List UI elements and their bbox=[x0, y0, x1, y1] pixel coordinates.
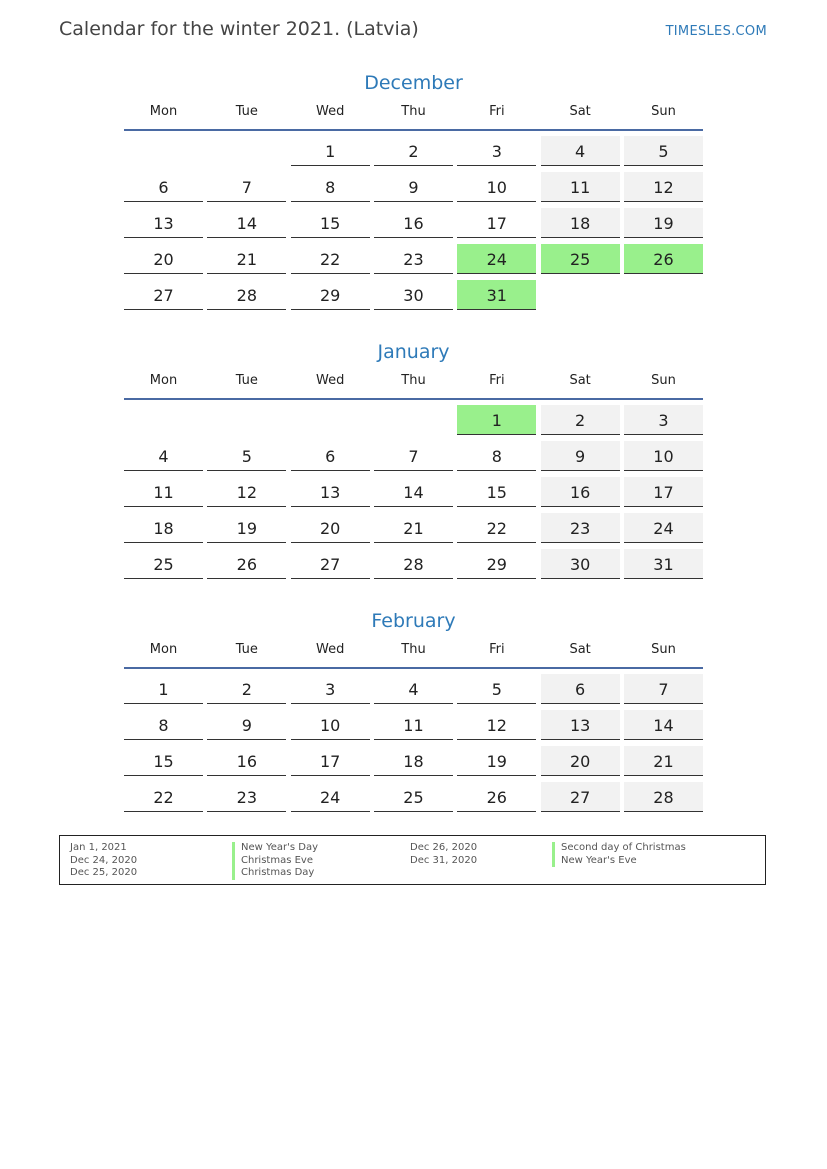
day-cell[interactable]: 8 bbox=[457, 441, 536, 471]
day-cell[interactable]: 3 bbox=[291, 674, 370, 704]
day-cell[interactable]: 22 bbox=[457, 513, 536, 543]
weekend-day-cell[interactable]: 7 bbox=[624, 674, 703, 704]
day-cell[interactable]: 25 bbox=[124, 549, 203, 579]
legend-date: Jan 1, 2021 bbox=[70, 842, 127, 853]
weekend-day-cell[interactable]: 6 bbox=[541, 674, 620, 704]
weekday-header bbox=[124, 635, 703, 669]
weekday-label: Thu bbox=[401, 104, 426, 119]
day-cell[interactable]: 26 bbox=[457, 782, 536, 812]
day-cell[interactable]: 12 bbox=[207, 477, 286, 507]
day-cell[interactable]: 14 bbox=[207, 208, 286, 238]
weekday-label: Thu bbox=[401, 642, 426, 657]
day-cell[interactable]: 28 bbox=[207, 280, 286, 310]
weekday-label: Wed bbox=[315, 642, 345, 657]
weekend-day-cell[interactable]: 17 bbox=[624, 477, 703, 507]
day-cell[interactable]: 23 bbox=[207, 782, 286, 812]
weekday-label: Mon bbox=[149, 642, 178, 657]
weekday-label: Fri bbox=[489, 642, 505, 657]
weekday-label: Sun bbox=[651, 373, 676, 388]
day-cell[interactable]: 15 bbox=[457, 477, 536, 507]
month-title: February bbox=[371, 610, 456, 632]
legend-right-dates bbox=[410, 842, 477, 867]
weekend-day-cell[interactable]: 30 bbox=[541, 549, 620, 579]
empty-day-cell bbox=[207, 136, 286, 166]
legend-date: Dec 31, 2020 bbox=[410, 854, 478, 866]
weekend-day-cell[interactable]: 31 bbox=[624, 549, 703, 579]
holiday-legend bbox=[59, 835, 766, 885]
weekend-day-cell[interactable]: 9 bbox=[541, 441, 620, 471]
empty-day-cell bbox=[124, 136, 203, 166]
legend-holiday-name: New Year's Day bbox=[232, 842, 318, 855]
month-december bbox=[124, 69, 703, 310]
legend-date: Dec 25, 2020 bbox=[70, 867, 138, 878]
day-cell[interactable]: 12 bbox=[457, 710, 536, 740]
weekday-label: Wed bbox=[315, 373, 345, 388]
day-cell[interactable]: 30 bbox=[374, 280, 453, 310]
day-cell[interactable]: 10 bbox=[457, 172, 536, 202]
weekday-label: Tue bbox=[235, 642, 258, 657]
weekend-day-cell[interactable]: 21 bbox=[624, 746, 703, 776]
day-cell[interactable]: 23 bbox=[374, 244, 453, 274]
day-cell[interactable]: 20 bbox=[124, 244, 203, 274]
weekday-label: Mon bbox=[149, 373, 178, 388]
day-cell[interactable]: 18 bbox=[124, 513, 203, 543]
day-cell[interactable]: 4 bbox=[374, 674, 453, 704]
legend-left-dates bbox=[70, 842, 137, 880]
day-grid bbox=[124, 136, 703, 310]
weekend-day-cell[interactable]: 18 bbox=[541, 208, 620, 238]
weekend-day-cell[interactable]: 4 bbox=[541, 136, 620, 166]
empty-day-cell bbox=[291, 405, 370, 435]
day-cell[interactable]: 18 bbox=[374, 746, 453, 776]
weekday-label: Sun bbox=[651, 104, 676, 119]
weekend-day-cell[interactable]: 14 bbox=[624, 710, 703, 740]
day-cell[interactable]: 16 bbox=[207, 746, 286, 776]
day-cell[interactable]: 5 bbox=[457, 674, 536, 704]
month-january bbox=[124, 338, 703, 579]
weekday-label: Wed bbox=[315, 104, 345, 119]
holiday-day-cell[interactable]: 25 bbox=[541, 244, 620, 274]
day-cell[interactable]: 13 bbox=[291, 477, 370, 507]
weekend-day-cell[interactable]: 16 bbox=[541, 477, 620, 507]
legend-holiday-name: Second day of Christmas bbox=[552, 842, 686, 855]
day-cell[interactable]: 21 bbox=[207, 244, 286, 274]
weekday-label: Sat bbox=[569, 642, 591, 657]
day-cell[interactable]: 26 bbox=[207, 549, 286, 579]
day-cell[interactable]: 22 bbox=[291, 244, 370, 274]
weekday-label: Fri bbox=[489, 104, 505, 119]
weekday-label: Sat bbox=[569, 104, 591, 119]
weekday-label: Fri bbox=[489, 373, 505, 388]
month-title: January bbox=[377, 341, 450, 363]
weekday-label: Sat bbox=[569, 373, 591, 388]
day-grid bbox=[124, 674, 703, 812]
day-cell[interactable]: 7 bbox=[207, 172, 286, 202]
day-cell[interactable]: 21 bbox=[374, 513, 453, 543]
day-cell[interactable]: 17 bbox=[457, 208, 536, 238]
day-cell[interactable]: 29 bbox=[291, 280, 370, 310]
weekday-label: Tue bbox=[235, 104, 258, 119]
empty-day-cell bbox=[124, 405, 203, 435]
month-february bbox=[124, 607, 703, 812]
weekend-day-cell[interactable]: 19 bbox=[624, 208, 703, 238]
holiday-day-cell[interactable]: 24 bbox=[457, 244, 536, 274]
weekday-label: Sun bbox=[651, 642, 676, 657]
day-cell[interactable]: 24 bbox=[291, 782, 370, 812]
day-cell[interactable]: 2 bbox=[207, 674, 286, 704]
weekend-day-cell[interactable]: 2 bbox=[541, 405, 620, 435]
day-cell[interactable]: 2 bbox=[374, 136, 453, 166]
holiday-day-cell[interactable]: 26 bbox=[624, 244, 703, 274]
weekend-day-cell[interactable]: 27 bbox=[541, 782, 620, 812]
day-cell[interactable]: 5 bbox=[207, 441, 286, 471]
day-cell[interactable]: 10 bbox=[291, 710, 370, 740]
legend-left-names bbox=[232, 842, 318, 880]
day-cell[interactable]: 14 bbox=[374, 477, 453, 507]
weekday-label: Mon bbox=[149, 104, 178, 119]
page-title: Calendar for the winter 2021. (Latvia) bbox=[59, 18, 419, 40]
day-cell[interactable]: 6 bbox=[124, 172, 203, 202]
day-cell[interactable]: 15 bbox=[291, 208, 370, 238]
month-title: December bbox=[364, 72, 463, 94]
weekday-header bbox=[124, 366, 703, 400]
weekend-day-cell[interactable]: 5 bbox=[624, 136, 703, 166]
day-cell[interactable]: 29 bbox=[457, 549, 536, 579]
day-cell[interactable]: 11 bbox=[374, 710, 453, 740]
legend-holiday-name: Christmas Eve bbox=[232, 855, 318, 868]
day-cell[interactable]: 9 bbox=[207, 710, 286, 740]
day-cell[interactable]: 1 bbox=[291, 136, 370, 166]
legend-date: Dec 26, 2020 bbox=[410, 842, 478, 853]
day-cell[interactable]: 22 bbox=[124, 782, 203, 812]
day-cell[interactable]: 16 bbox=[374, 208, 453, 238]
legend-holiday-name: New Year's Eve bbox=[552, 855, 686, 868]
day-cell[interactable]: 25 bbox=[374, 782, 453, 812]
day-cell[interactable]: 17 bbox=[291, 746, 370, 776]
holiday-day-cell[interactable]: 31 bbox=[457, 280, 536, 310]
day-cell[interactable]: 9 bbox=[374, 172, 453, 202]
holiday-day-cell[interactable]: 1 bbox=[457, 405, 536, 435]
weekend-day-cell[interactable]: 20 bbox=[541, 746, 620, 776]
weekend-day-cell[interactable]: 3 bbox=[624, 405, 703, 435]
weekend-day-cell[interactable]: 23 bbox=[541, 513, 620, 543]
day-cell[interactable]: 11 bbox=[124, 477, 203, 507]
day-cell[interactable]: 8 bbox=[291, 172, 370, 202]
weekend-day-cell[interactable]: 12 bbox=[624, 172, 703, 202]
day-cell[interactable]: 6 bbox=[291, 441, 370, 471]
day-cell[interactable]: 19 bbox=[207, 513, 286, 543]
legend-date: Dec 24, 2020 bbox=[70, 854, 138, 866]
empty-day-cell bbox=[207, 405, 286, 435]
weekday-header bbox=[124, 97, 703, 131]
day-cell[interactable]: 7 bbox=[374, 441, 453, 471]
weekday-label: Thu bbox=[401, 373, 426, 388]
weekend-day-cell[interactable]: 13 bbox=[541, 710, 620, 740]
day-cell[interactable]: 15 bbox=[124, 746, 203, 776]
day-cell[interactable]: 13 bbox=[124, 208, 203, 238]
day-cell[interactable]: 8 bbox=[124, 710, 203, 740]
day-cell[interactable]: 27 bbox=[291, 549, 370, 579]
day-grid bbox=[124, 405, 703, 579]
day-cell[interactable]: 20 bbox=[291, 513, 370, 543]
day-cell[interactable]: 4 bbox=[124, 441, 203, 471]
weekend-day-cell[interactable]: 10 bbox=[624, 441, 703, 471]
empty-day-cell bbox=[374, 405, 453, 435]
legend-holiday-name: Christmas Day bbox=[232, 867, 318, 880]
legend-right-names bbox=[552, 842, 686, 867]
brand-link[interactable]: TIMESLES.COM bbox=[665, 24, 767, 39]
day-cell[interactable]: 19 bbox=[457, 746, 536, 776]
day-cell[interactable]: 27 bbox=[124, 280, 203, 310]
day-cell[interactable]: 28 bbox=[374, 549, 453, 579]
weekend-day-cell[interactable]: 24 bbox=[624, 513, 703, 543]
weekend-day-cell[interactable]: 11 bbox=[541, 172, 620, 202]
weekend-day-cell[interactable]: 28 bbox=[624, 782, 703, 812]
day-cell[interactable]: 1 bbox=[124, 674, 203, 704]
weekday-label: Tue bbox=[235, 373, 258, 388]
day-cell[interactable]: 3 bbox=[457, 136, 536, 166]
